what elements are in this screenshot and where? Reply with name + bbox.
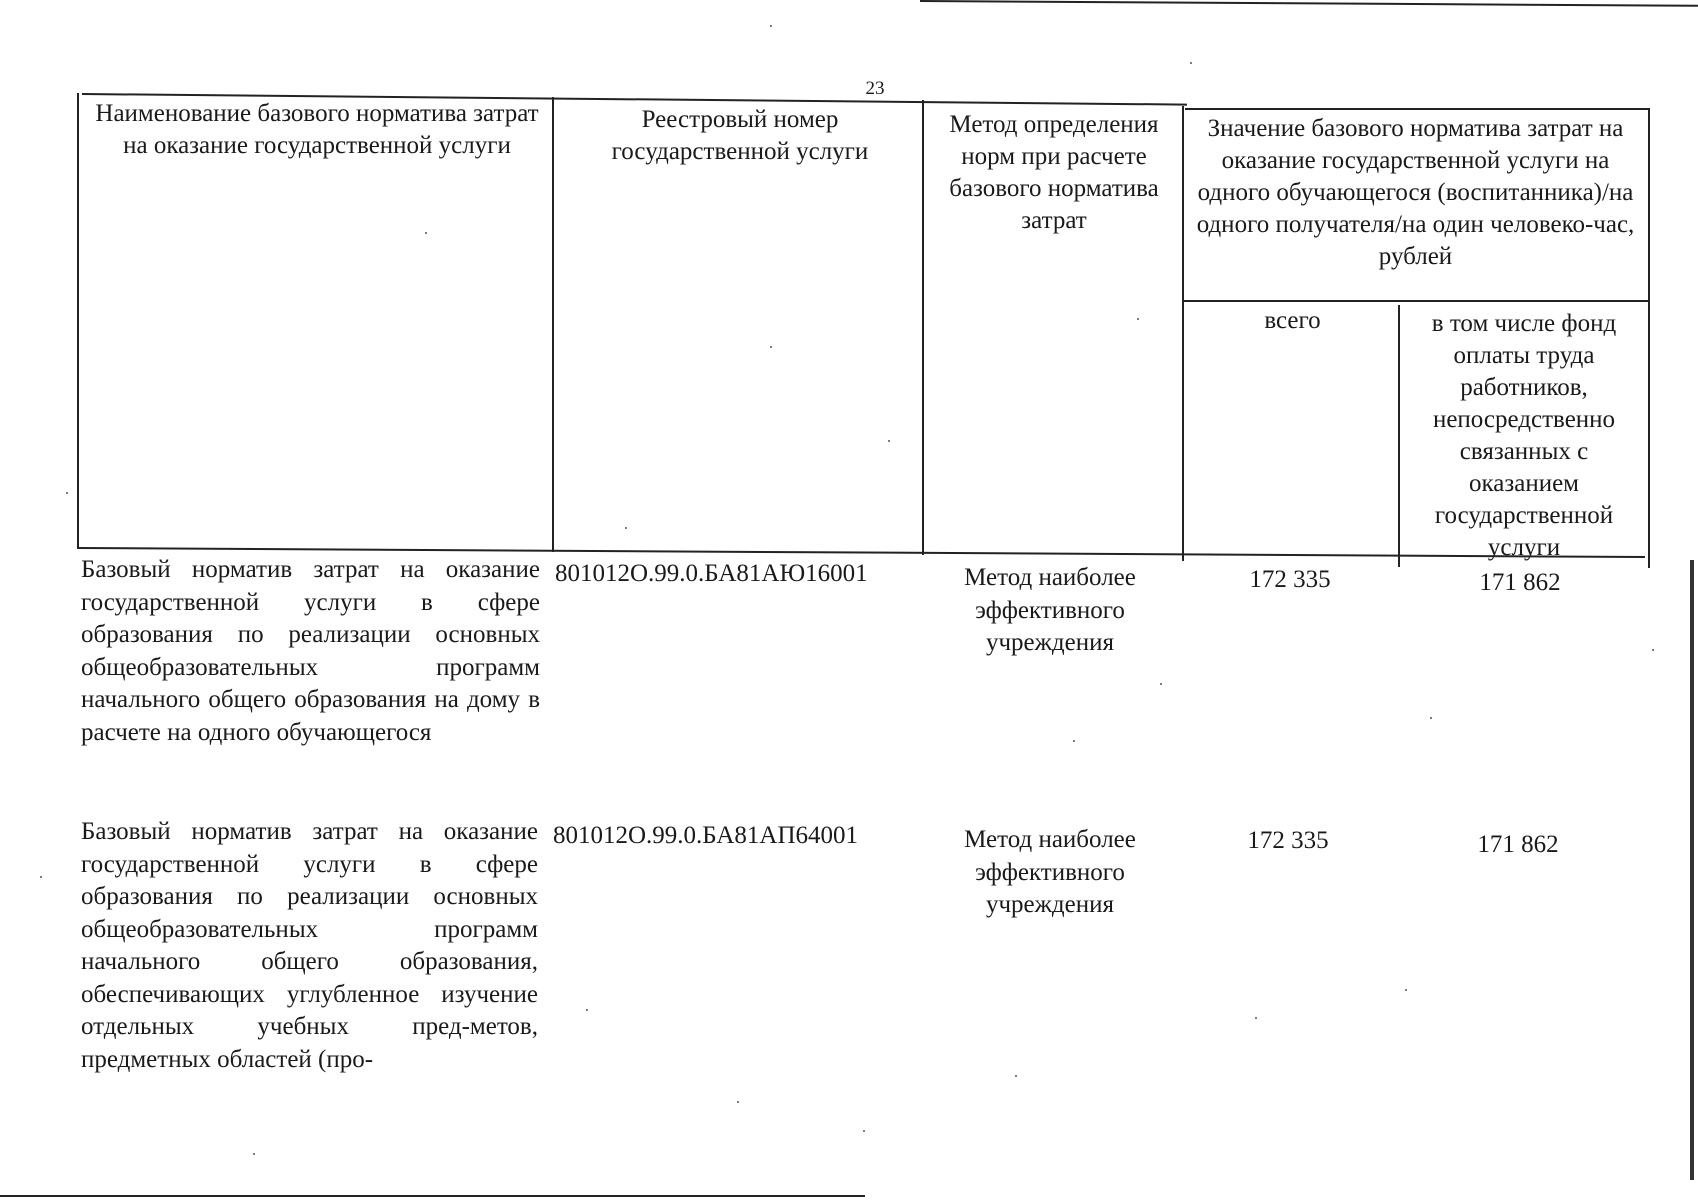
scan-speck xyxy=(253,1153,255,1155)
page-number: 23 xyxy=(865,78,885,99)
scan-speck xyxy=(888,440,890,442)
scan-speck xyxy=(770,346,772,348)
scan-speck xyxy=(863,1130,865,1132)
row-1-registry-number: 801012О.99.0.БА81АЮ16001 xyxy=(555,560,868,587)
scan-speck xyxy=(586,1009,588,1011)
col-sep-2 xyxy=(922,100,924,555)
header-right-border xyxy=(1648,108,1650,568)
scan-speck xyxy=(1255,1017,1257,1019)
header-method: Метод определения норм при расчете базового норматива затрат xyxy=(949,111,1159,234)
row-2-payroll: 171 862 xyxy=(1477,831,1559,858)
row-2-method: Метод наиболее эффективного учреждения xyxy=(964,826,1136,918)
col-sep-4 xyxy=(1398,305,1400,567)
scan-speck xyxy=(1405,989,1407,991)
header-registry-number: Реестровый номер государственной услуги xyxy=(611,106,869,165)
row-1-method: Метод наиболее эффективного учреждения xyxy=(964,564,1136,656)
col-sep-1 xyxy=(552,97,554,552)
scan-speck xyxy=(625,527,627,529)
scan-speck xyxy=(1015,1075,1017,1077)
scan-speck xyxy=(425,232,427,234)
scan-edge-right xyxy=(1690,560,1694,1180)
scan-speck xyxy=(1160,683,1162,685)
row-1-total: 172 335 xyxy=(1249,566,1331,593)
header-value-group: Значение базового норматива затрат на оказание государственной услуги на одного обучающегося (воспитанника)/на одного получателя/на один человеко-час, рублей xyxy=(1196,115,1635,270)
row-2-total: 172 335 xyxy=(1247,827,1329,854)
header-name: Наименование базового норматива затрат на оказание государственной услуги xyxy=(95,100,539,159)
scan-speck xyxy=(40,876,42,878)
header-top-border-right xyxy=(1185,108,1650,110)
scan-speck xyxy=(1073,740,1075,742)
scan-speck xyxy=(770,25,772,27)
header-total: всего xyxy=(1264,307,1321,334)
value-subheader-line xyxy=(1182,300,1648,302)
scan-edge-bottom xyxy=(0,1195,865,1197)
scan-speck xyxy=(737,1101,739,1103)
scan-speck xyxy=(1190,62,1192,64)
row-2-registry-number: 801012О.99.0.БА81АП64001 xyxy=(553,822,858,849)
col-sep-3 xyxy=(1182,106,1184,561)
row-1-name: Базовый норматив затрат на оказание государственной услуги в сфере образования по реализации основных общеобразовательных программ начального общего образования на дому в расчете на одного обучающегося xyxy=(81,556,540,746)
scan-speck xyxy=(66,492,68,494)
scan-speck xyxy=(1137,318,1139,320)
header-payroll: в том числе фонд оплаты труда работников, непосредственно связанных с оказанием государственной услуги xyxy=(1431,310,1617,561)
scan-speck xyxy=(1652,649,1654,651)
scan-speck xyxy=(1430,717,1432,719)
scan-edge-top xyxy=(920,0,1698,7)
header-left-border xyxy=(77,93,79,548)
row-2-name: Базовый норматив затрат на оказание государственной услуги в сфере образования по реализации основных общеобразовательных программ начального общего образования, обеспечивающих углубленное изучение отдельных учебных пред-метов, предметных областей (про- xyxy=(81,818,538,1073)
row-1-payroll: 171 862 xyxy=(1479,569,1561,596)
